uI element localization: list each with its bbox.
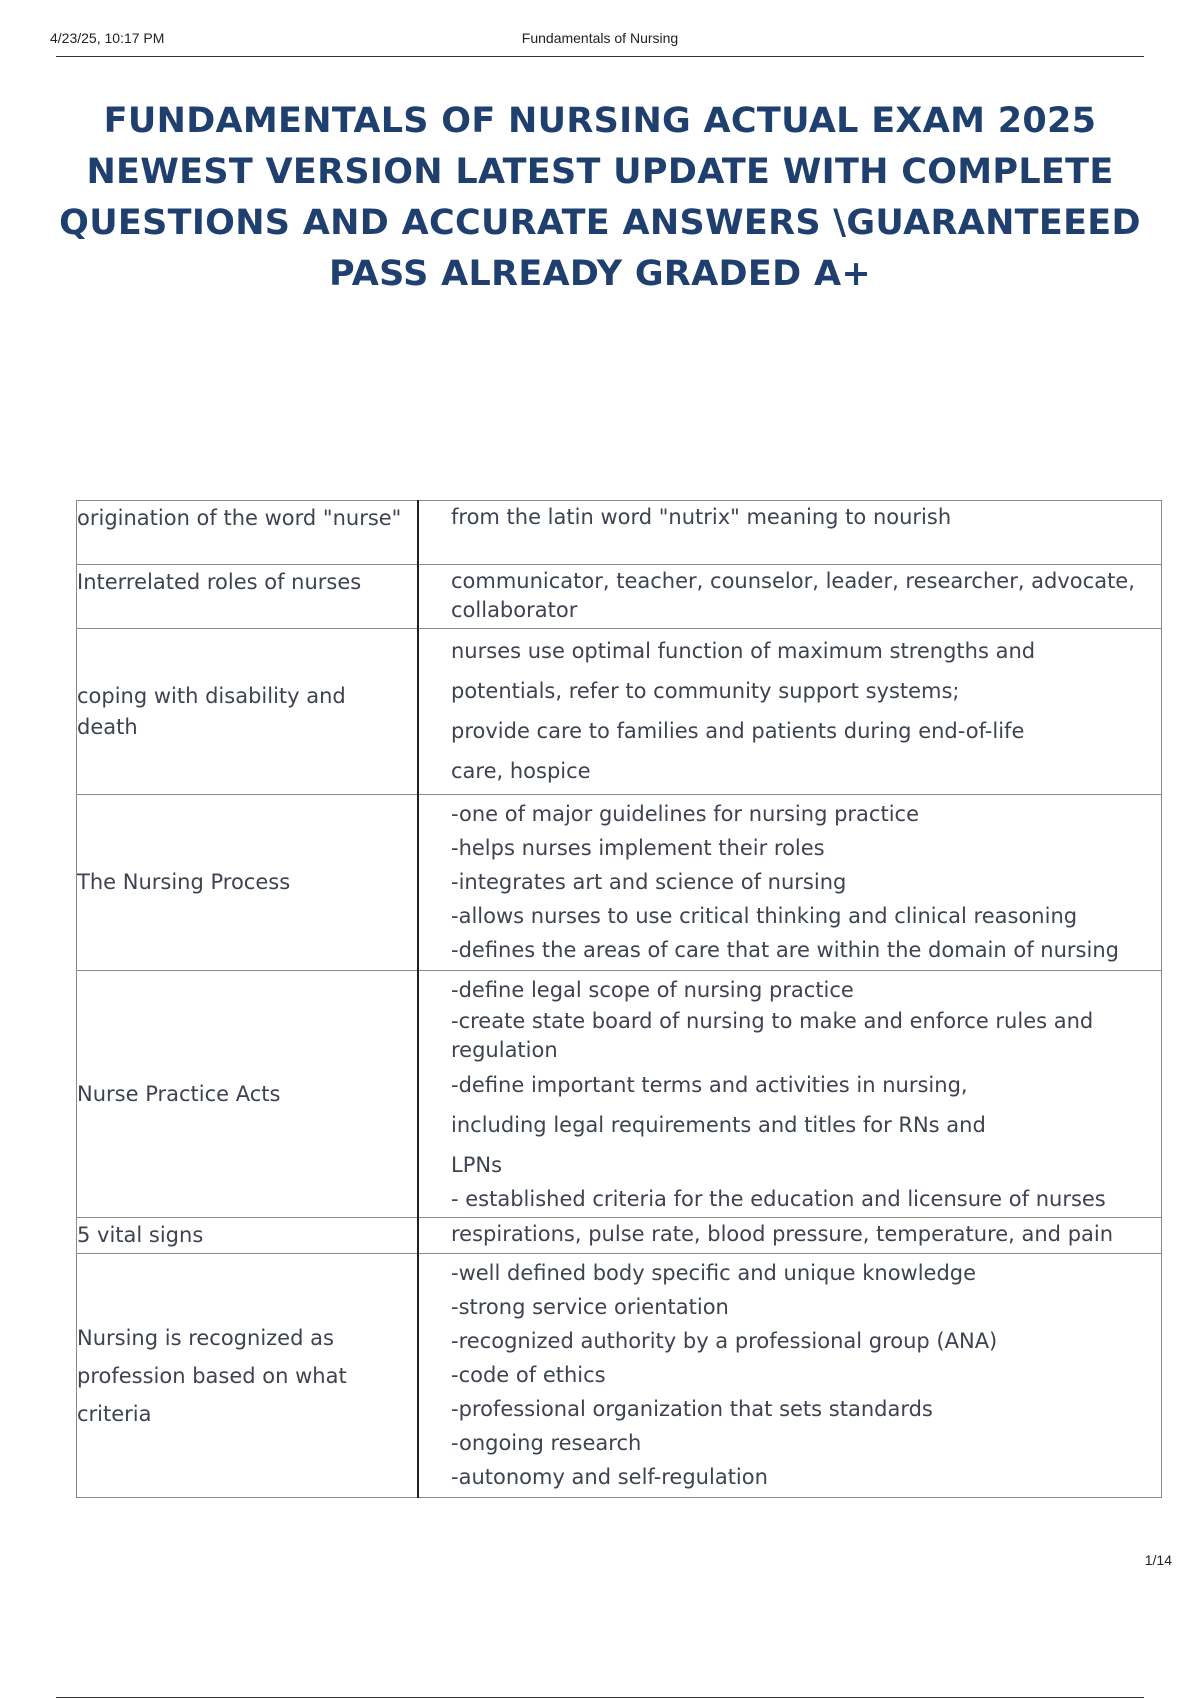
table-row [77,1254,1162,1498]
definition-line: nurses use optimal function of maximum strengths and [451,639,1036,663]
definition-line: communicator, teacher, counselor, leader, researcher, advocate, collaborator [451,569,1135,622]
definition-line: care, hospice [451,759,591,783]
definition-line: respirations, pulse rate, blood pressure, temperature, and pain [451,1222,1114,1246]
definition-line: potentials, refer to community support systems; [451,679,960,703]
definition-cell [418,795,1162,971]
definition-cell [418,629,1162,795]
page-title: FUNDAMENTALS OF NURSING ACTUAL EXAM 2025 NEWEST VERSION LATEST UPDATE WITH COMPLETE QUESTIONS AND ACCURATE ANSWERS \GUARANTEEED PASS ALREADY GRADED A+ [59,101,1141,294]
term-cell: Nurse Practice Acts [77,971,419,1218]
definition-line: - established criteria for the education and licensure of nurses [451,1187,1106,1211]
table-row [77,971,1162,1218]
definition-cell [418,501,1162,565]
definition-line: LPNs [451,1153,503,1177]
definition-cell [418,1218,1162,1254]
definition-line: -one of major guidelines for nursing practice [451,802,919,826]
definition-line: from the latin word "nutrix" meaning to nourish [451,505,952,529]
qa-table [76,500,1162,1498]
definition-line: -defines the areas of care that are within the domain of nursing [451,938,1119,962]
definition-line: -allows nurses to use critical thinking and clinical reasoning [451,904,1078,928]
term-cell: origination of the word "nurse" [77,501,419,565]
table-row [77,501,1162,565]
definition-line: -autonomy and self-regulation [451,1465,768,1489]
print-doc-title: Fundamentals of Nursing [521,30,679,46]
table-row [77,629,1162,795]
definition-line: -define legal scope of nursing practice [451,978,854,1002]
print-datetime: 4/23/25, 10:17 PM [50,30,165,46]
definition-cell [418,971,1162,1218]
term-cell: coping with disability and death [77,629,419,795]
definition-line: -code of ethics [451,1363,606,1387]
table-row [77,1218,1162,1254]
definition-line: -well defined body specific and unique knowledge [451,1261,977,1285]
definition-line: -recognized authority by a professional group (ANA) [451,1329,998,1353]
definition-line: -helps nurses implement their roles [451,836,825,860]
definition-line: including legal requirements and titles for RNs and [451,1113,986,1137]
definition-line: -define important terms and activities in nursing, [451,1073,968,1097]
definition-line: -professional organization that sets standards [451,1397,933,1421]
definition-cell [418,1254,1162,1498]
table-row [77,565,1162,629]
definition-line: provide care to families and patients during end-of-life [451,719,1025,743]
definition-line: -integrates art and science of nursing [451,870,847,894]
definition-line: -ongoing research [451,1431,642,1455]
term-cell: Nursing is recognized as profession based on what criteria [77,1254,419,1498]
print-header [0,30,1200,54]
footer-divider [56,1697,1144,1698]
definition-line: -strong service orientation [451,1295,729,1319]
definition-line: -create state board of nursing to make and enforce rules and regulation [451,1009,1094,1062]
definition-cell [418,565,1162,629]
header-divider [56,56,1144,57]
term-cell: Interrelated roles of nurses [77,565,419,629]
term-cell: 5 vital signs [77,1218,419,1254]
page-number: 1/14 [1144,1552,1172,1568]
table-row [77,795,1162,971]
term-cell: The Nursing Process [77,795,419,971]
